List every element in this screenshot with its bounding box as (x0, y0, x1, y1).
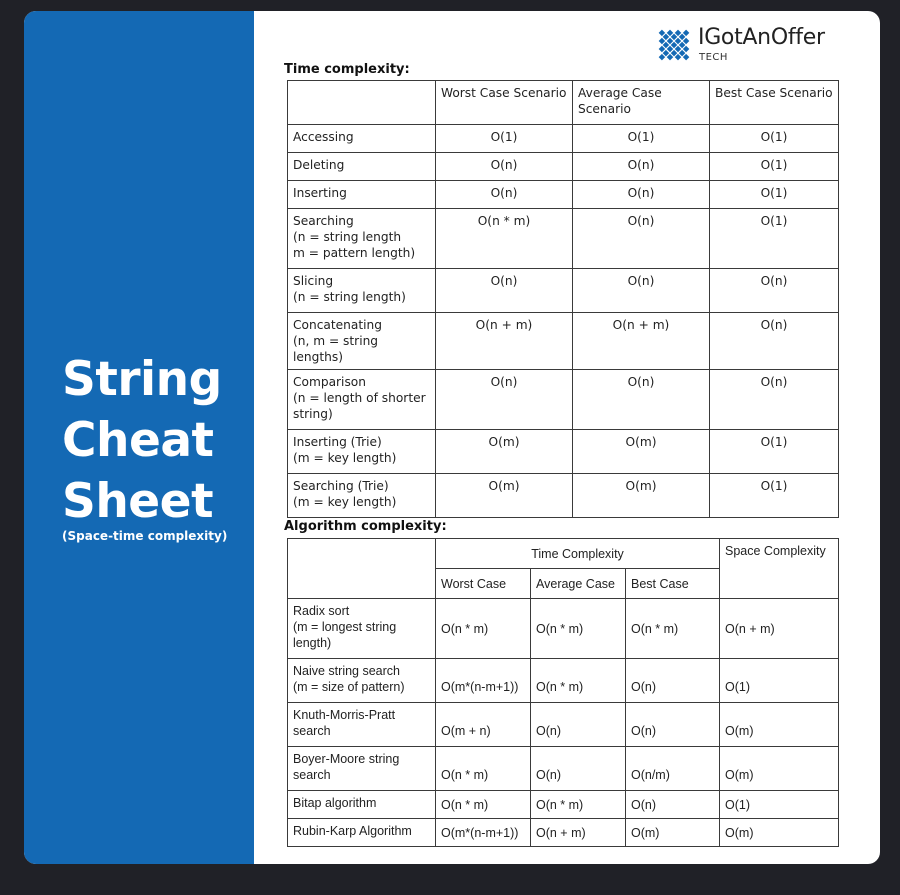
time-complexity-table (287, 80, 839, 518)
complexity-cell: O(n * m) (436, 209, 573, 269)
table-row (288, 125, 839, 153)
diamond-grid-logo-icon (654, 25, 694, 65)
header-cell: Best Case Scenario (710, 81, 839, 125)
logo-dot (683, 46, 690, 53)
brand-tagline: TECH (699, 52, 728, 63)
algorithm-cell: Knuth-Morris-Pratt search (288, 703, 436, 747)
operation-cell: Searching (n = string length m = pattern length) (288, 209, 436, 269)
logo-dot (667, 54, 674, 61)
complexity-cell: O(n) (710, 269, 839, 313)
table-row (288, 747, 839, 791)
algorithm-cell: Naive string search (m = size of pattern) (288, 659, 436, 703)
table-row (288, 791, 839, 819)
table-row (288, 430, 839, 474)
complexity-cell: O(1) (720, 659, 839, 703)
logo-dot (675, 46, 682, 53)
logo-dot (679, 50, 686, 57)
logo-dot (663, 50, 670, 57)
complexity-cell: O(n) (573, 153, 710, 181)
header-cell: Worst Case (436, 569, 531, 599)
complexity-cell: O(m) (720, 819, 839, 847)
complexity-cell: O(1) (710, 209, 839, 269)
complexity-cell: O(m*(n-m+1)) (436, 819, 531, 847)
header-cell: Average Case Scenario (573, 81, 710, 125)
cheat-sheet-card (24, 11, 880, 864)
header-cell (288, 81, 436, 125)
table-row (288, 474, 839, 518)
complexity-cell: O(n) (626, 703, 720, 747)
table-header-row (288, 539, 839, 569)
table-row (288, 703, 839, 747)
complexity-cell: O(m) (573, 474, 710, 518)
logo-dot (663, 42, 670, 49)
operation-cell: Accessing (288, 125, 436, 153)
logo-dot (679, 34, 686, 41)
complexity-cell: O(m) (436, 474, 573, 518)
complexity-cell: O(n) (531, 703, 626, 747)
complexity-cell: O(n) (573, 269, 710, 313)
complexity-cell: O(n + m) (531, 819, 626, 847)
logo-dot (659, 54, 666, 61)
complexity-cell: O(n * m) (436, 599, 531, 659)
brand-name: IGotAnOffer (698, 25, 825, 50)
complexity-cell: O(n) (626, 659, 720, 703)
complexity-cell: O(n) (436, 153, 573, 181)
complexity-cell: O(n * m) (626, 599, 720, 659)
complexity-cell: O(1) (710, 125, 839, 153)
complexity-cell: O(n) (710, 313, 839, 370)
operation-cell: Slicing (n = string length) (288, 269, 436, 313)
complexity-cell: O(n) (531, 747, 626, 791)
complexity-cell: O(n/m) (626, 747, 720, 791)
table-row (288, 659, 839, 703)
algorithm-cell: Radix sort (m = longest string length) (288, 599, 436, 659)
logo-dot (675, 54, 682, 61)
logo-dot (675, 30, 682, 37)
complexity-cell: O(n) (436, 181, 573, 209)
complexity-cell: O(n + m) (720, 599, 839, 659)
complexity-cell: O(m + n) (436, 703, 531, 747)
complexity-cell: O(n) (573, 181, 710, 209)
header-cell: Average Case (531, 569, 626, 599)
complexity-cell: O(n * m) (531, 791, 626, 819)
complexity-cell: O(n) (710, 370, 839, 430)
complexity-cell: O(1) (710, 474, 839, 518)
header-cell (288, 539, 436, 599)
logo-dot (671, 34, 678, 41)
complexity-cell: O(n + m) (573, 313, 710, 370)
complexity-cell: O(n) (573, 370, 710, 430)
operation-cell: Comparison (n = length of shorter string) (288, 370, 436, 430)
sidebar-panel (24, 11, 254, 864)
operation-cell: Deleting (288, 153, 436, 181)
logo-dot (683, 30, 690, 37)
complexity-cell: O(n * m) (531, 599, 626, 659)
complexity-cell: O(m*(n-m+1)) (436, 659, 531, 703)
table-row (288, 370, 839, 430)
complexity-cell: O(m) (720, 747, 839, 791)
complexity-cell: O(m) (436, 430, 573, 474)
logo-dot (659, 30, 666, 37)
main-title (62, 349, 222, 532)
main-subtitle: (Space-time complexity) (62, 529, 228, 543)
table-row (288, 153, 839, 181)
operation-cell: Inserting (Trie) (m = key length) (288, 430, 436, 474)
complexity-cell: O(m) (626, 819, 720, 847)
table-row (288, 819, 839, 847)
logo-dot (675, 38, 682, 45)
complexity-cell: O(n) (436, 269, 573, 313)
time-complexity-title: Time complexity: (284, 62, 410, 77)
logo-dot (667, 38, 674, 45)
logo-dot (663, 34, 670, 41)
table-row (288, 313, 839, 370)
operation-cell: Inserting (288, 181, 436, 209)
logo-dot (671, 42, 678, 49)
algorithm-cell: Rubin-Karp Algorithm (288, 819, 436, 847)
main-title-line: Sheet (62, 474, 214, 529)
logo-dot (667, 46, 674, 53)
complexity-cell: O(m) (720, 703, 839, 747)
table-row (288, 209, 839, 269)
complexity-cell: O(1) (573, 125, 710, 153)
algorithm-cell: Boyer-Moore string search (288, 747, 436, 791)
complexity-cell: O(m) (573, 430, 710, 474)
logo-dot (683, 38, 690, 45)
brand-logo (654, 25, 854, 67)
logo-dot (659, 46, 666, 53)
complexity-cell: O(n) (626, 791, 720, 819)
complexity-cell: O(1) (710, 181, 839, 209)
logo-dot (671, 50, 678, 57)
complexity-cell: O(n) (573, 209, 710, 269)
algorithm-complexity-title: Algorithm complexity: (284, 519, 447, 534)
complexity-cell: O(n) (436, 370, 573, 430)
complexity-cell: O(1) (436, 125, 573, 153)
complexity-cell: O(1) (720, 791, 839, 819)
table-row (288, 181, 839, 209)
table-header-row (288, 81, 839, 125)
main-title-line: Cheat (62, 413, 214, 468)
operation-cell: Concatenating (n, m = string lengths) (288, 313, 436, 370)
complexity-cell: O(n * m) (531, 659, 626, 703)
logo-dot (667, 30, 674, 37)
complexity-cell: O(n * m) (436, 747, 531, 791)
table-row (288, 599, 839, 659)
main-title-line: String (62, 352, 222, 407)
logo-dot (659, 38, 666, 45)
operation-cell: Searching (Trie) (m = key length) (288, 474, 436, 518)
algorithm-complexity-table (287, 538, 839, 847)
complexity-cell: O(1) (710, 153, 839, 181)
complexity-cell: O(n + m) (436, 313, 573, 370)
complexity-cell: O(n * m) (436, 791, 531, 819)
algorithm-cell: Bitap algorithm (288, 791, 436, 819)
logo-dot (679, 42, 686, 49)
time-complexity-group-header: Time Complexity (436, 539, 720, 569)
header-cell: Best Case (626, 569, 720, 599)
table-row (288, 269, 839, 313)
header-cell: Worst Case Scenario (436, 81, 573, 125)
complexity-cell: O(1) (710, 430, 839, 474)
logo-dot (683, 54, 690, 61)
space-complexity-header: Space Complexity (720, 539, 839, 599)
